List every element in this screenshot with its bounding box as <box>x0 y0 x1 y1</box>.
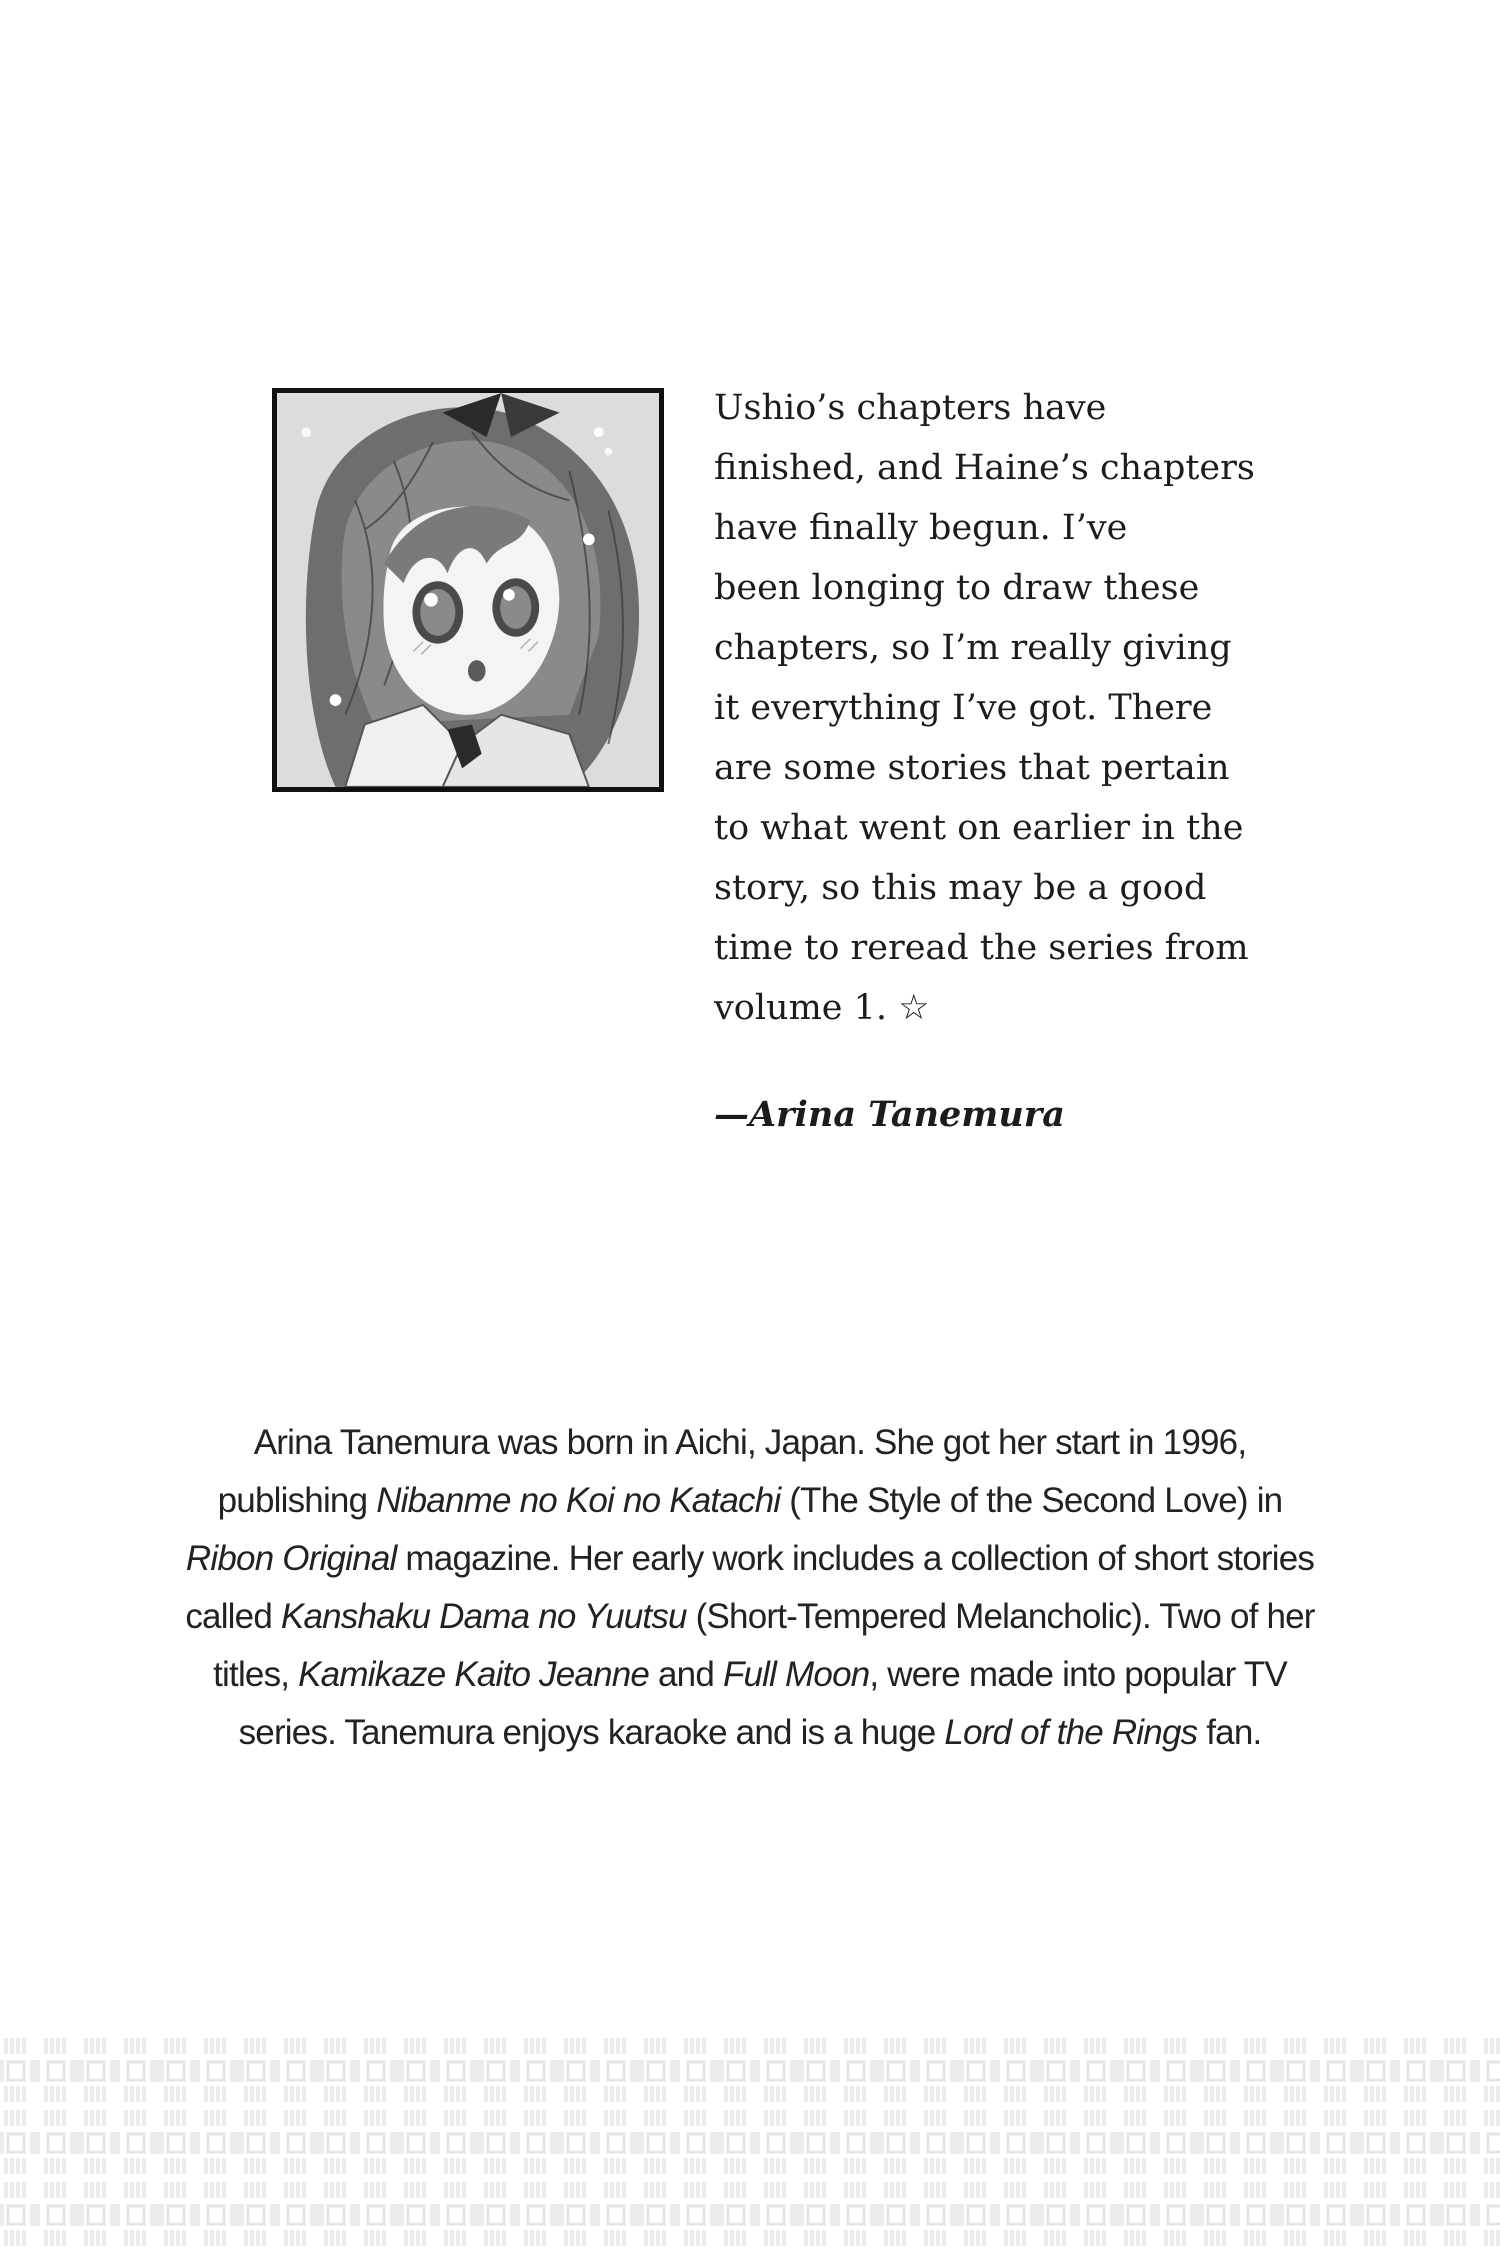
bio-title: Nibanme no Koi no Katachi <box>376 1481 781 1520</box>
decorative-border-pattern <box>0 2034 1500 2250</box>
note-line: to what went on earlier in the <box>714 808 1244 848</box>
note-line: are some stories that pertain <box>714 748 1230 788</box>
bio-text: called <box>185 1597 281 1636</box>
bio-text: titles, <box>213 1655 299 1694</box>
bio-line <box>150 1646 1350 1704</box>
bio-line <box>150 1704 1350 1762</box>
author-portrait <box>272 388 664 792</box>
note-line: volume 1. ☆ <box>714 988 930 1028</box>
bio-line <box>150 1588 1350 1646</box>
bio-text: fan. <box>1197 1713 1262 1752</box>
bio-text: series. Tanemura enjoys karaoke and is a huge <box>238 1713 945 1752</box>
bio-title: Kanshaku Dama no Yuutsu <box>280 1597 687 1636</box>
bio-text: and <box>649 1655 723 1694</box>
note-line: Ushio’s chapters have <box>714 388 1107 428</box>
note-line: been longing to draw these <box>714 568 1200 608</box>
bio-title: Ribon Original <box>185 1539 397 1578</box>
bio-title: Kamikaze Kaito Jeanne <box>298 1655 650 1694</box>
bio-text: , were made into popular TV <box>869 1655 1287 1694</box>
note-line: chapters, so I’m really giving <box>714 628 1232 668</box>
bio-text: Arina Tanemura was born in Aichi, Japan. She got her start in 1996, <box>253 1423 1247 1462</box>
bio-line <box>150 1472 1350 1530</box>
bio-text: (The Style of the Second Love) in <box>780 1481 1283 1520</box>
note-line: it everything I’ve got. There <box>714 688 1213 728</box>
author-signature: —Arina Tanemura <box>714 1094 1065 1135</box>
author-bio <box>150 1414 1350 1762</box>
note-line: finished, and Haine’s chapters <box>714 448 1255 488</box>
bio-line <box>150 1530 1350 1588</box>
bio-line <box>150 1414 1350 1472</box>
bio-text: magazine. Her early work includes a collection of short stories <box>396 1539 1315 1578</box>
bio-text: publishing <box>217 1481 377 1520</box>
bio-title: Lord of the Rings <box>944 1713 1198 1752</box>
bio-text: (Short-Tempered Melancholic). Two of her <box>686 1597 1315 1636</box>
bio-title: Full Moon <box>722 1655 870 1694</box>
author-note <box>714 378 1354 1038</box>
note-line: time to reread the series from <box>714 928 1249 968</box>
note-line: story, so this may be a good <box>714 868 1207 908</box>
note-line: have finally begun. I’ve <box>714 508 1128 548</box>
